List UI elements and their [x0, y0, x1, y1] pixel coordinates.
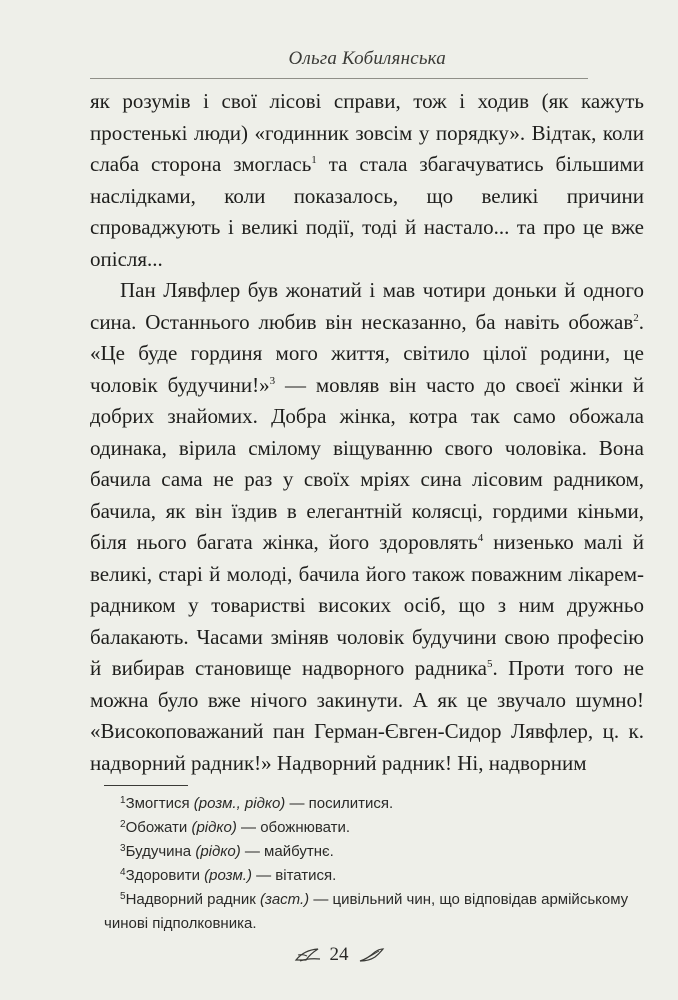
- page-folio: [0, 944, 678, 966]
- footnote-note: (заст.): [260, 891, 310, 908]
- feather-ornament-icon: [357, 946, 385, 964]
- footnote-term: Будучина: [125, 843, 192, 860]
- footnote-number: 5: [120, 891, 126, 902]
- footnote-definition: — майбутнє.: [244, 843, 334, 860]
- footnote-number: 2: [120, 819, 126, 830]
- paragraph-text: та стала збагачуватись більшими наслідками, коли показалось, що великі причини спроваджують і великі події, тоді й настало... та про це вже опісля...: [90, 152, 644, 271]
- paragraph-text: . «Це буде гординя мого життя, світило цілої родини, це чоловік будучини!»: [90, 309, 644, 397]
- footnote-note: (розм., рідко): [193, 795, 286, 812]
- footnote-number: 4: [120, 867, 126, 878]
- footnotes: [104, 792, 632, 936]
- footnote: [104, 840, 632, 864]
- running-header: [0, 48, 678, 70]
- footnote-marker: 2: [633, 311, 639, 324]
- footnote-term: Змогтися: [125, 795, 190, 812]
- footnote-marker: 4: [477, 532, 484, 544]
- paragraph-text: низенько малі й великі, старі й молоді, бачила його також поважним лікарем-радником у товаристві високих осіб, що з ним дружньо балакають. Часами зміняв чоловік будучини свою професію й вибирав становище надворного радника: [90, 530, 644, 680]
- footnote-term: Обожати: [125, 819, 188, 836]
- footnote-marker: 5: [486, 658, 493, 670]
- footnote: [104, 888, 632, 936]
- footnote-number: 3: [120, 843, 126, 854]
- footnote-definition: — цивільний чин, що відповідав армійському чинові підполковника.: [104, 891, 629, 932]
- paragraph: [90, 275, 644, 779]
- footnote: [104, 792, 632, 816]
- footnote-rule: [104, 785, 188, 786]
- running-title: Ольга Кобилянська: [288, 48, 446, 69]
- paragraph-text: — мовляв він часто до своєї жінки й добрих знайомих. Добра жінка, котра так само обожала одинака, вірила сміломy віщуванню свого чоловіка. Вона бачила сама не раз у своїх мріях сина лісовим радником, бачила, як він їздив в елегантній колясці, гордими кіньми, біля нього багата жінка, його здоровлять: [90, 372, 644, 554]
- paragraph-text: як розумів і свої лісові справи, тож і ходив (як кажуть простенькі люди) «годинник зовсім у порядку». Відтак, коли слаба сторона змоглась: [90, 89, 644, 176]
- paragraph-text: Пан Лявфлер був жонатий і мав чотири доньки й одного сина. Останнього любив він несказанно, ба навіть обожав: [90, 278, 644, 334]
- header-rule: [90, 78, 588, 79]
- footnote: [104, 816, 632, 840]
- page-number: 24: [329, 944, 349, 965]
- footnote-definition: — посилитися.: [289, 795, 394, 812]
- footnote-definition: — обожнювати.: [241, 819, 351, 836]
- body-text: [90, 86, 644, 779]
- footnote-note: (рідко): [195, 843, 241, 860]
- footnote-number: 1: [120, 795, 126, 806]
- footnote-note: (рідко): [191, 819, 237, 836]
- footnote-marker: 3: [269, 374, 276, 387]
- footnote-term: Здоровити: [125, 867, 200, 884]
- footnote-note: (розм.): [204, 867, 252, 884]
- footnote-term: Надворний радник: [125, 891, 256, 908]
- paragraph: [90, 86, 644, 275]
- footnote-marker: 1: [311, 154, 317, 166]
- footnote-definition: — вітатися.: [256, 867, 337, 884]
- footnote: [104, 864, 632, 888]
- paragraph-text: . Проти того не можна було вже нічого закинути. А як це звучало шумно! «Високоповажаний пан Герман-Євген-Сидор Лявфлер, ц. к. надворний радник!» Надворний радник! Ні, надворним: [90, 656, 644, 775]
- leaf-ornament-icon: [294, 946, 322, 964]
